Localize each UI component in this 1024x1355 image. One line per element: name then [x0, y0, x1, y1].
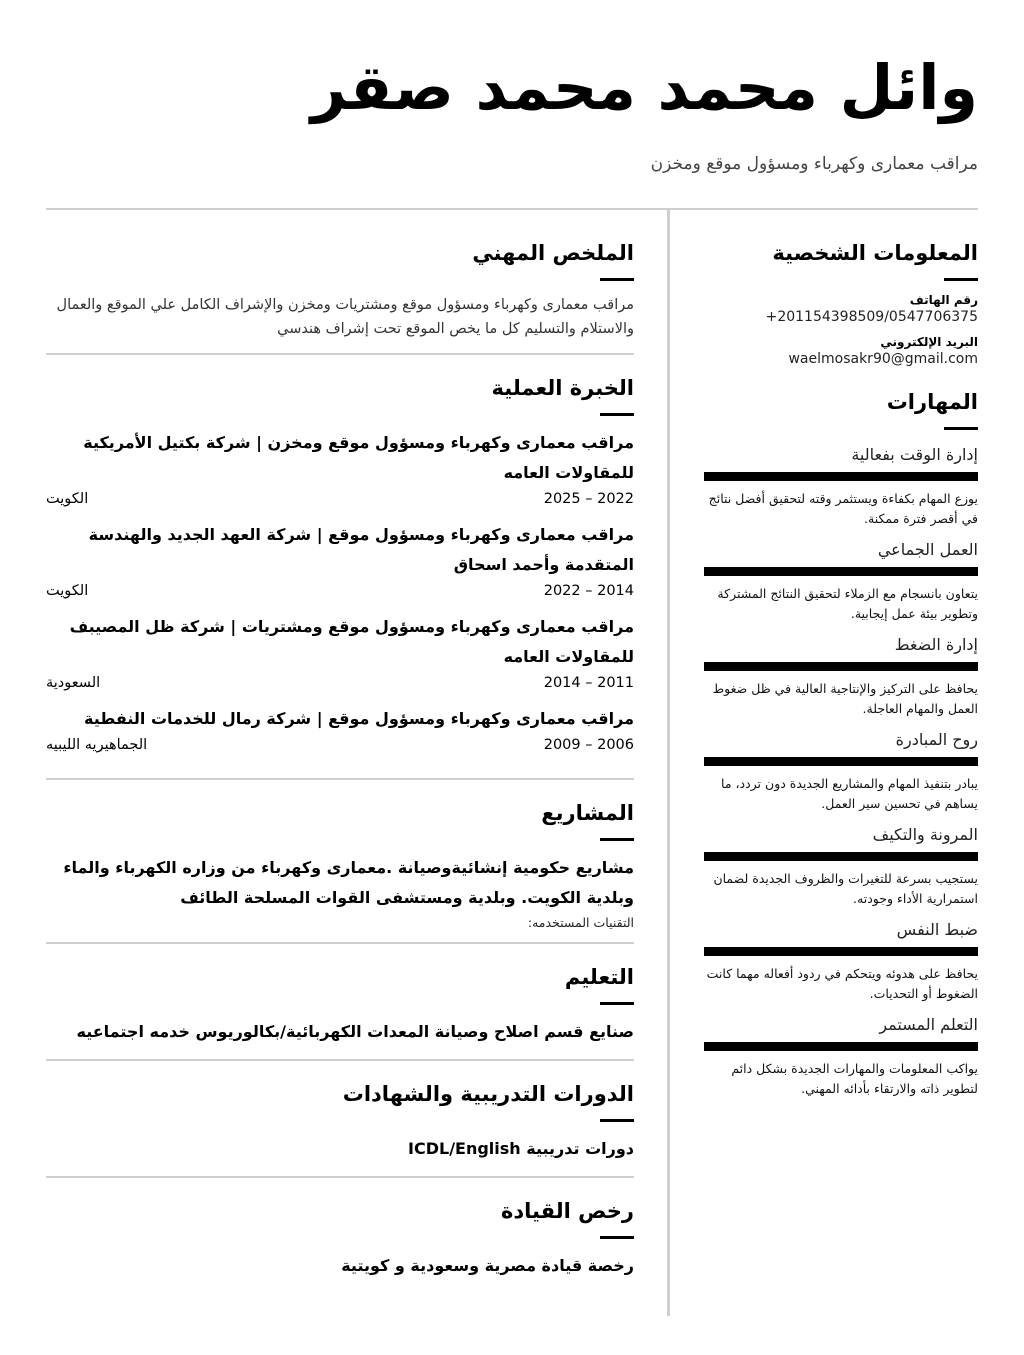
person-name: وائل محمد محمد صقر: [310, 51, 978, 124]
section-underline: [600, 1119, 634, 1122]
section-underline: [600, 278, 634, 281]
skill-name: روح المبادرة: [895, 730, 978, 749]
job-meta: [46, 488, 634, 510]
skill-description: يواكب المعلومات والمهارات الجديدة بشكل دائم لتطوير ذاته والارتقاء بأدائه المهني.: [731, 1061, 978, 1096]
skill-item: [704, 537, 978, 624]
projects-section: [46, 796, 634, 942]
skill-bar: [704, 852, 978, 861]
skill-name: إدارة الوقت بفعالية: [851, 445, 978, 464]
experience-item: [46, 520, 634, 602]
sidebar: [704, 236, 978, 1107]
section-underline: [600, 838, 634, 841]
experience-item: [46, 704, 634, 756]
projects-text: مشاريع حكومية إنشائيةوصيانة .معمارى وكهرباء من وزاره الكهرباء والماء وبلدية الكويت. وبلدية ومستشفى القوات المسلحة الطائف: [63, 858, 634, 907]
personal-info-section: [704, 236, 978, 367]
section-underline: [600, 1002, 634, 1005]
personal-info-title: المعلومات الشخصية: [772, 241, 978, 265]
section-underline: [944, 427, 978, 430]
section-underline: [600, 413, 634, 416]
technologies-label: التقنيات المستخدمه:: [527, 915, 634, 930]
section-divider: [46, 353, 634, 355]
license-title: رخص القيادة: [500, 1199, 634, 1223]
job-location: الكويت: [46, 491, 89, 507]
summary-title: الملخص المهني: [472, 241, 634, 265]
resume-header: [46, 40, 978, 174]
section-divider: [46, 1059, 634, 1061]
skill-item: [704, 727, 978, 814]
skill-bar: [704, 662, 978, 671]
email-label: البريد الإلكتروني: [880, 335, 978, 349]
skill-bar: [704, 757, 978, 766]
skill-item: [704, 632, 978, 719]
section-underline: [944, 278, 978, 281]
skill-description: يتعاون بانسجام مع الزملاء لتحقيق النتائج المشتركة وتطوير بيئة عمل إيجابية.: [717, 586, 978, 621]
license-section: [46, 1194, 634, 1293]
job-location: السعودية: [46, 675, 101, 691]
job-dates: 2014 – 2022: [543, 583, 634, 599]
education-section: [46, 960, 634, 1059]
skill-bar: [704, 1042, 978, 1051]
job-dates: 2006 – 2009: [543, 737, 634, 753]
courses-text: دورات تدريبية ICDL/English: [408, 1139, 634, 1158]
skill-name: إدارة الضغط: [894, 635, 978, 654]
education-title: التعليم: [564, 965, 634, 989]
job-meta: [46, 580, 634, 602]
education-text: صنايع قسم اصلاح وصيانة المعدات الكهربائية/بكالوريوس خدمه اجتماعيه: [76, 1022, 634, 1041]
job-location: الكويت: [46, 583, 89, 599]
license-text: رخصة قيادة مصرية وسعودية و كويتية: [341, 1256, 634, 1275]
experience-item: [46, 612, 634, 694]
column-divider: [667, 210, 670, 1316]
experience-item: [46, 428, 634, 510]
skills-title: المهارات: [886, 390, 978, 414]
section-divider: [46, 778, 634, 780]
job-dates: 2011 – 2014: [543, 675, 634, 691]
skill-item: [704, 442, 978, 529]
skill-item: [704, 917, 978, 1004]
section-divider: [46, 1176, 634, 1178]
skill-bar: [704, 567, 978, 576]
summary-section: [46, 236, 634, 353]
skill-name: التعلم المستمر: [879, 1015, 978, 1034]
job-dates: 2022 – 2025: [543, 491, 634, 507]
section-underline: [600, 1236, 634, 1239]
job-title: مراقب معمارى وكهرباء ومسؤول موقع | شركة العهد الجديد والهندسة المتقدمة وأحمد اسحاق: [88, 525, 634, 574]
skill-item: [704, 1012, 978, 1099]
experience-title: الخبرة العملية: [491, 376, 634, 400]
skill-name: العمل الجماعي: [877, 540, 978, 559]
job-location: الجماهيريه الليبيه: [46, 737, 148, 753]
summary-text: مراقب معمارى وكهرباء ومسؤول موقع ومشتريات ومخزن والإشراف الكامل علي الموقع والعمال والاستلام والتسليم كل ما يخص الموقع تحت إشراف هندسي: [56, 297, 634, 337]
skill-description: يبادر بتنفيذ المهام والمشاريع الجديدة دون تردد، ما يساهم في تحسين سير العمل.: [721, 776, 978, 811]
skill-bar: [704, 472, 978, 481]
job-meta: [46, 734, 634, 756]
skill-description: يحافظ على هدوئه ويتحكم في ردود أفعاله مهما كانت الضغوط أو التحديات.: [706, 966, 978, 1001]
job-title: مراقب معمارى وكهرباء ومسؤول موقع ومخزن | شركة بكتيل الأمريكية للمقاولات العامه: [83, 433, 634, 482]
skill-name: المرونة والتكيف: [872, 825, 978, 844]
phone-value: +201154398509/0547706375: [765, 309, 978, 325]
header-divider: [46, 208, 978, 210]
section-divider: [46, 942, 634, 944]
experience-section: [46, 371, 634, 778]
skill-description: يحافظ على التركيز والإنتاجية العالية في ظل ضغوط العمل والمهام العاجلة.: [712, 681, 978, 716]
courses-section: [46, 1077, 634, 1176]
job-title: مراقب معمارى وكهرباء ومسؤول موقع | شركة رمال للخدمات النفطية: [84, 709, 634, 728]
skill-bar: [704, 947, 978, 956]
job-subtitle: مراقب معمارى وكهرباء ومسؤول موقع ومخزن: [650, 154, 978, 174]
job-title: مراقب معمارى وكهرباء ومسؤول موقع ومشتريات | شركة ظل المصيبف للمقاولات العامه: [69, 617, 634, 666]
phone-label: رقم الهاتف: [909, 293, 978, 307]
email-value[interactable]: waelmosakr90@gmail.com: [788, 351, 978, 367]
courses-title: الدورات التدريبية والشهادات: [342, 1082, 634, 1106]
skill-item: [704, 822, 978, 909]
skill-description: يوزع المهام بكفاءة ويستثمر وقته لتحقيق أفضل نتائج في أقصر فترة ممكنة.: [708, 491, 978, 526]
projects-title: المشاريع: [541, 801, 634, 825]
skill-description: يستجيب بسرعة للتغيرات والظروف الجديدة لضمان استمرارية الأداء وجودته.: [713, 871, 978, 906]
main-column: [46, 236, 634, 1293]
job-meta: [46, 672, 634, 694]
skills-section: [704, 385, 978, 1099]
skill-name: ضبط النفس: [896, 920, 978, 939]
